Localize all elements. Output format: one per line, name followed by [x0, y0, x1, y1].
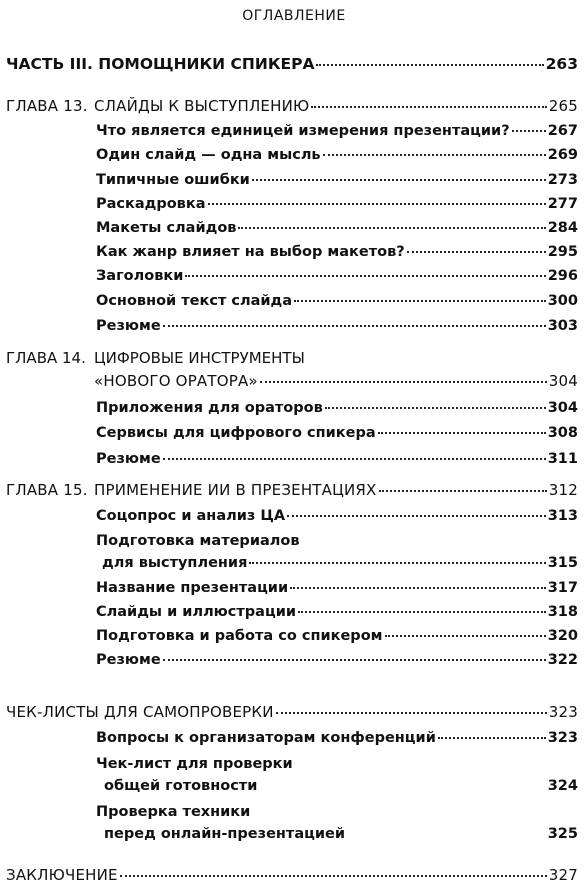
leader-dots: [238, 227, 545, 229]
leader-dots: [163, 659, 546, 661]
toc-section-title: Приложения для ораторов: [96, 400, 323, 416]
toc-chapter-14[interactable]: [94, 372, 578, 390]
toc-section[interactable]: [104, 825, 578, 843]
toc-section[interactable]: [96, 651, 578, 669]
leader-dots: [276, 712, 547, 714]
toc-chapter-title: ЦИФРОВЫЕ ИНСТРУМЕНТЫ: [94, 349, 305, 367]
leader-dots: [325, 407, 546, 409]
toc-section-title-cont: перед онлайн-презентацией: [104, 826, 346, 842]
leader-dots: [316, 64, 543, 66]
toc-page-number: 317: [547, 580, 578, 596]
toc-section-line1[interactable]: Чек-лист для проверки: [96, 756, 293, 772]
toc-section-title: Резюме: [96, 318, 161, 334]
toc-section-title: Как жанр влияет на выбор макетов?: [96, 244, 405, 260]
leader-dots: [347, 833, 546, 835]
toc-page-number: 322: [547, 652, 578, 668]
toc-section[interactable]: [96, 146, 578, 164]
toc-section[interactable]: [96, 579, 578, 597]
toc-section-title: Раскадровка: [96, 196, 206, 212]
leader-dots: [438, 737, 546, 739]
toc-section-title: Макеты слайдов: [96, 220, 237, 236]
leader-dots: [287, 515, 546, 517]
toc-section-title: Резюме: [96, 451, 161, 467]
toc-section[interactable]: [96, 450, 578, 468]
toc-page-number: 265: [548, 97, 578, 115]
toc-section-title: Соцопрос и анализ ЦА: [96, 508, 286, 524]
toc-page-number: 311: [547, 451, 578, 467]
toc-page-number: 267: [547, 123, 578, 139]
toc-page-number: 295: [547, 244, 578, 260]
leader-dots: [407, 251, 546, 253]
toc-section[interactable]: [96, 267, 578, 285]
leader-dots: [249, 562, 545, 564]
toc-section[interactable]: [96, 292, 578, 310]
toc-chapter-title: ЗАКЛЮЧЕНИЕ: [6, 866, 118, 884]
toc-page-number: 300: [547, 293, 578, 309]
toc-page-number: 296: [547, 268, 578, 284]
toc-section[interactable]: [96, 171, 578, 189]
toc-section-title: Слайды и иллюстрации: [96, 604, 297, 620]
toc-page-number: 323: [547, 730, 578, 746]
page-title: ОГЛАВЛЕНИЕ: [242, 8, 346, 24]
toc-section-title: Типичные ошибки: [96, 172, 250, 188]
toc-section[interactable]: [96, 627, 578, 645]
toc-part-3[interactable]: [6, 55, 578, 73]
leader-dots: [259, 785, 545, 787]
toc-section[interactable]: [96, 122, 578, 140]
toc-page-number: 277: [547, 196, 578, 212]
toc-section[interactable]: [104, 777, 578, 795]
toc-page-number: 263: [545, 55, 578, 73]
toc-section-title: Один слайд — одна мысль: [96, 147, 321, 163]
toc-chapter-title-cont: «НОВОГО ОРАТОРА»: [94, 372, 258, 390]
toc-section-line1[interactable]: Подготовка материалов: [96, 533, 300, 549]
toc-chapter-14-line1[interactable]: [6, 349, 305, 367]
toc-page-number: 327: [548, 866, 578, 884]
leader-dots: [252, 179, 546, 181]
toc-page-number: 269: [547, 147, 578, 163]
leader-dots: [379, 490, 547, 492]
toc-page-number: 313: [547, 508, 578, 524]
toc-page-number: 273: [547, 172, 578, 188]
toc-section-title: Резюме: [96, 652, 161, 668]
toc-conclusion[interactable]: [6, 866, 578, 884]
leader-dots: [298, 611, 546, 613]
leader-dots: [260, 381, 547, 383]
toc-page-number: 324: [547, 778, 578, 794]
leader-dots: [120, 875, 547, 877]
toc-section-title: Подготовка и работа со спикером: [96, 628, 383, 644]
toc-section[interactable]: [96, 424, 578, 442]
toc-chapter-13[interactable]: [6, 97, 578, 115]
toc-page-number: 312: [548, 481, 578, 499]
toc-page-number: 304: [547, 400, 578, 416]
leader-dots: [163, 325, 546, 327]
toc-page-number: 325: [547, 826, 578, 842]
leader-dots: [378, 432, 546, 434]
toc-page-number: 315: [547, 555, 578, 571]
toc-section-title: Что является единицей измерения презентации?: [96, 123, 510, 139]
toc-section-title: Заголовки: [96, 268, 184, 284]
toc-page-number: 320: [547, 628, 578, 644]
leader-dots: [385, 635, 546, 637]
toc-chapter-title: СЛАЙДЫ К ВЫСТУПЛЕНИЮ: [94, 97, 310, 115]
toc-section[interactable]: [96, 195, 578, 213]
toc-section[interactable]: [96, 399, 578, 417]
leader-dots: [208, 203, 546, 205]
toc-section[interactable]: [96, 507, 578, 525]
toc-section[interactable]: [96, 603, 578, 621]
toc-chapter-title: ЧЕК-ЛИСТЫ ДЛЯ САМОПРОВЕРКИ: [6, 703, 274, 721]
toc-page-number: 284: [547, 220, 578, 236]
toc-section[interactable]: [96, 317, 578, 335]
toc-checklists[interactable]: [6, 703, 578, 721]
toc-section-title-cont: для выступления: [102, 555, 248, 571]
toc-part-title: ЧАСТЬ III. ПОМОЩНИКИ СПИКЕРА: [6, 55, 315, 73]
toc-chapter-15[interactable]: [6, 481, 578, 499]
toc-section[interactable]: [102, 554, 578, 572]
toc-page-number: 304: [548, 372, 578, 390]
toc-section[interactable]: [96, 219, 578, 237]
leader-dots: [185, 275, 545, 277]
leader-dots: [512, 130, 546, 132]
toc-chapter-number: ГЛАВА 13.: [6, 97, 88, 115]
toc-chapter-number: ГЛАВА 15.: [6, 481, 88, 499]
toc-page-number: 323: [548, 703, 578, 721]
toc-chapter-title: ПРИМЕНЕНИЕ ИИ В ПРЕЗЕНТАЦИЯХ: [94, 481, 377, 499]
toc-section-title-cont: общей готовности: [104, 778, 258, 794]
leader-dots: [323, 154, 546, 156]
toc-page-number: 303: [547, 318, 578, 334]
leader-dots: [311, 106, 546, 108]
toc-section-title: Вопросы к организаторам конференций: [96, 730, 436, 746]
toc-section[interactable]: [96, 243, 578, 261]
leader-dots: [163, 458, 546, 460]
toc-section-title: Название презентации: [96, 580, 289, 596]
toc-page-number: 318: [547, 604, 578, 620]
toc-section-title: Сервисы для цифрового спикера: [96, 425, 376, 441]
leader-dots: [290, 587, 546, 589]
toc-section-line1[interactable]: Проверка техники: [96, 804, 251, 820]
toc-section-title: Основной текст слайда: [96, 293, 293, 309]
toc-chapter-number: ГЛАВА 14.: [6, 349, 86, 367]
toc-section[interactable]: [96, 729, 578, 747]
toc-page-number: 308: [547, 425, 578, 441]
leader-dots: [294, 300, 546, 302]
